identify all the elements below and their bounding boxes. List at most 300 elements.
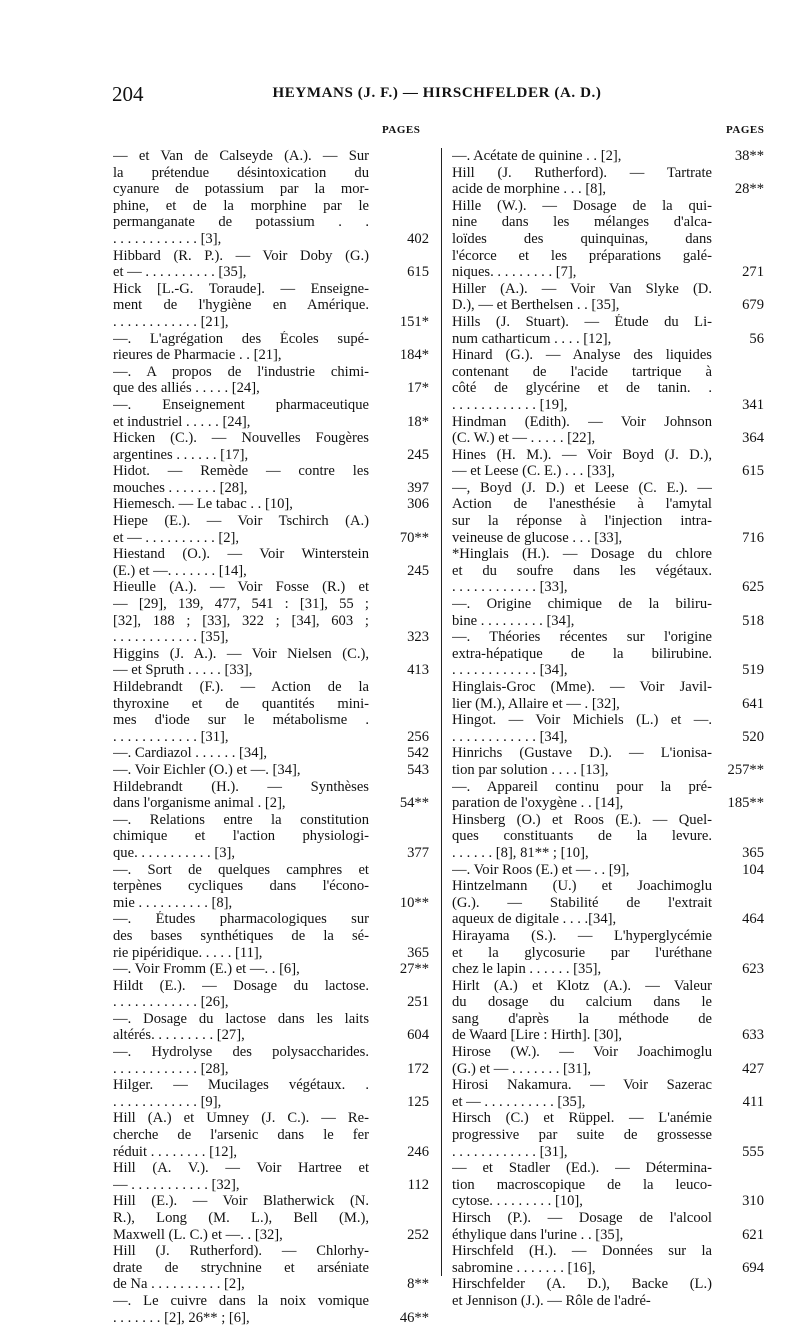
index-line (113, 397, 429, 414)
entry-text: —. Cardiazol . . . . . . [34], (113, 745, 268, 762)
entry-text: Hirayama (S.). — L'hyperglycémie (452, 927, 712, 944)
entry-text: progressive par suite de grossesse (452, 1127, 712, 1144)
entry-text: . . . . . . . . . . . . [31], (113, 728, 229, 745)
page-reference: 306 (407, 496, 429, 513)
page-reference: 633 (742, 1027, 764, 1044)
index-line (113, 1061, 429, 1078)
entry-text: Hiepe (E.). — Voir Tschirch (A.) (113, 513, 369, 530)
index-line (113, 347, 429, 364)
page-reference: 716 (742, 529, 764, 546)
index-line (452, 762, 764, 779)
index-line (113, 1144, 429, 1161)
index-line (452, 314, 764, 331)
entry-text: Hiller (A.). — Voir Van Slyke (D. (452, 280, 712, 297)
entry-text: —. Origine chimique de la biliru- (452, 596, 712, 613)
entry-text: Hildebrandt (H.). — Synthèses (113, 778, 369, 795)
index-line (452, 862, 764, 879)
page-reference: 341 (742, 396, 764, 413)
entry-text: bine . . . . . . . . . [34], (452, 612, 575, 629)
entry-text: —. Voir Roos (E.) et — . . [9], (452, 861, 630, 878)
index-line (113, 1210, 429, 1227)
entry-text: Hinrichs (Gustave D.). — L'ionisa- (452, 745, 712, 762)
entry-text: — et Stadler (Ed.). — Détermina- (452, 1160, 712, 1177)
index-line (113, 978, 429, 995)
entry-text: —. Sort de quelques camphres et (113, 861, 369, 878)
entry-text: . . . . . . . . . . . . [35], (113, 629, 229, 646)
index-line (113, 513, 429, 530)
index-line (113, 779, 429, 796)
entry-text: sabromine . . . . . . . [16], (452, 1259, 596, 1276)
entry-text: thyroxine et de quantités mini- (113, 695, 369, 712)
index-line (113, 430, 429, 447)
page-reference: 252 (407, 1226, 429, 1243)
index-line (113, 646, 429, 663)
entry-text: Maxwell (L. C.) et —. . [32], (113, 1226, 283, 1243)
entry-text: . . . . . . [8], 81** ; [10], (452, 844, 589, 861)
entry-text: —. Enseignement pharmaceutique (113, 396, 369, 413)
index-line (113, 231, 429, 248)
entry-text: l'écorce et les préparations galé- (452, 247, 712, 264)
entry-text: sur la réponse à l'injection intra- (452, 513, 712, 530)
entry-text: Hirosi Nakamura. — Voir Sazerac (452, 1077, 712, 1094)
entry-text: Hirschfelder (A. D.), Backe (L.) (452, 1276, 712, 1293)
index-line (113, 712, 429, 729)
right-column (452, 148, 764, 1310)
entry-text: —. Dosage du lactose dans les laits (113, 1010, 369, 1027)
entry-text: permanganate de potassium . . (113, 214, 369, 231)
index-line (113, 264, 429, 281)
index-line (113, 1094, 429, 1111)
entry-text: et Jennison (J.). — Rôle de l'adré- (452, 1292, 651, 1309)
index-line (452, 1094, 764, 1111)
entry-text: et — . . . . . . . . . . [35], (113, 264, 247, 281)
entry-text: num catharticum . . . . [12], (452, 330, 612, 347)
index-line (113, 1276, 429, 1293)
page-reference: 185** (727, 795, 764, 812)
index-line (113, 1110, 429, 1127)
page-reference: 251 (407, 994, 429, 1011)
index-line (113, 745, 429, 762)
index-line (452, 961, 764, 978)
page-reference: 464 (742, 911, 764, 928)
page-reference: 555 (742, 1143, 764, 1160)
entry-text: et la glycosurie par l'uréthane (452, 944, 712, 961)
entry-text: Hilger. — Mucilages végétaux. . (113, 1077, 369, 1094)
page-reference: 56 (749, 330, 764, 347)
index-line (113, 1260, 429, 1277)
index-line (113, 862, 429, 879)
entry-text: réduit . . . . . . . . [12], (113, 1143, 238, 1160)
page-reference: 310 (742, 1193, 764, 1210)
entry-text: *Hinglais (H.). — Dosage du chlore (452, 546, 712, 563)
page-reference: 542 (407, 745, 429, 762)
index-line (113, 828, 429, 845)
index-line (113, 1127, 429, 1144)
entry-text: —. Relations entre la constitution (113, 811, 369, 828)
entry-text: et — . . . . . . . . . . [2], (113, 529, 240, 546)
entry-text: et — . . . . . . . . . . [35], (452, 1093, 586, 1110)
entry-text: Hill (J. Rutherford). — Tartrate (452, 164, 712, 181)
index-line (452, 248, 764, 265)
index-line (452, 364, 764, 381)
entry-text: — et Spruth . . . . . [33], (113, 662, 253, 679)
page-reference: 125 (407, 1093, 429, 1110)
index-line (452, 530, 764, 547)
index-line (452, 1160, 764, 1177)
index-line (452, 1127, 764, 1144)
index-line (452, 1193, 764, 1210)
entry-text: ment de l'hygiène en Amérique. (113, 297, 369, 314)
index-line (113, 214, 429, 231)
page-reference: 28** (734, 181, 764, 198)
page-reference: 112 (407, 1176, 429, 1193)
index-line (113, 1193, 429, 1210)
index-line (452, 563, 764, 580)
index-line (452, 1077, 764, 1094)
entry-text: . . . . . . . . . . . . [19], (452, 396, 568, 413)
index-line (113, 1077, 429, 1094)
page-reference: 413 (407, 662, 429, 679)
entry-text: . . . . . . . . . . . . [21], (113, 313, 229, 330)
index-line (452, 1044, 764, 1061)
page-reference: 694 (742, 1259, 764, 1276)
index-line (452, 795, 764, 812)
column-divider (441, 148, 442, 1276)
index-line (452, 231, 764, 248)
entry-text: . . . . . . . . . . . . [33], (452, 579, 568, 596)
index-line (452, 745, 764, 762)
entry-text: [32], 188 ; [33], 322 ; [34], 603 ; (113, 612, 369, 629)
entry-text: Hintzelmann (U.) et Joachimoglu (452, 878, 712, 895)
page-reference: 18* (407, 413, 429, 430)
index-line (113, 911, 429, 928)
index-line (452, 646, 764, 663)
index-line (113, 762, 429, 779)
page-reference: 54** (399, 795, 429, 812)
index-line (113, 165, 429, 182)
page-reference: 411 (742, 1093, 764, 1110)
entry-text: Hiemesch. — Le tabac . . [10], (113, 496, 293, 513)
entry-text: dans l'organisme animal . [2], (113, 795, 286, 812)
page-reference: 70** (399, 529, 429, 546)
index-line (452, 613, 764, 630)
index-line (452, 596, 764, 613)
page-reference: 184* (399, 347, 429, 364)
index-line (452, 978, 764, 995)
page-reference: 679 (742, 297, 764, 314)
index-line (113, 281, 429, 298)
entry-text: —. Le cuivre dans la noix vomique (113, 1292, 369, 1309)
page-reference: 623 (742, 961, 764, 978)
index-line (452, 281, 764, 298)
index-line (113, 496, 429, 513)
index-line (452, 1027, 764, 1044)
entry-text: — et Leese (C. E.) . . . [33], (452, 463, 615, 480)
page-reference: 38** (734, 148, 764, 164)
entry-text: éthylique dans l'urine . . [35], (452, 1226, 624, 1243)
entry-text: Hille (W.). — Dosage de la qui- (452, 197, 712, 214)
entry-text: du dosage du calcium dans le (452, 994, 712, 1011)
page-reference: 377 (407, 844, 429, 861)
index-line (452, 1243, 764, 1260)
index-line (113, 579, 429, 596)
entry-text: cyanure de potassium par la mor- (113, 181, 369, 198)
entry-text: Hirsch (C.) et Rüppel. — L'anémie (452, 1110, 712, 1127)
index-line (452, 264, 764, 281)
index-line (452, 994, 764, 1011)
page-reference: 518 (742, 612, 764, 629)
index-line (452, 779, 764, 796)
page-reference: 604 (407, 1027, 429, 1044)
right-column-pages-heading: PAGES (726, 124, 765, 136)
entry-text: Hildebrandt (F.). — Action de la (113, 679, 369, 695)
entry-text: . . . . . . . . . . . . [31], (452, 1143, 568, 1160)
index-line (113, 629, 429, 646)
entry-text: paration de l'oxygène . . [14], (452, 795, 624, 812)
page-reference: 615 (407, 264, 429, 281)
page-reference: 641 (742, 695, 764, 712)
page-reference: 151* (399, 313, 429, 330)
entry-text: Hines (H. M.). — Voir Boyd (J. D.), (452, 446, 712, 463)
index-line (452, 878, 764, 895)
entry-text: Hibbard (R. P.). — Voir Doby (G.) (113, 247, 369, 264)
entry-text: Hinard (G.). — Analyse des liquides (452, 347, 712, 364)
entry-text: Hick [L.-G. Toraude]. — Enseigne- (113, 280, 369, 297)
entry-text: Hirlt (A.) et Klotz (A.). — Valeur (452, 977, 712, 994)
index-line (113, 314, 429, 331)
index-line (452, 331, 764, 348)
page-reference: 520 (742, 728, 764, 745)
entry-text: Hill (E.). — Voir Blatherwick (N. (113, 1193, 369, 1210)
entry-text: D.), — et Berthelsen . . [35], (452, 297, 620, 314)
index-line (452, 928, 764, 945)
index-line (113, 198, 429, 215)
page-reference: 427 (742, 1060, 764, 1077)
page-reference: 365 (742, 844, 764, 861)
index-line (452, 181, 764, 198)
entry-text: —. Hydrolyse des polysaccharides. (113, 1044, 369, 1061)
entry-text: . . . . . . . . . . . . [34], (452, 662, 568, 679)
entry-text: chez le lapin . . . . . . [35], (452, 961, 602, 978)
entry-text: (G.) et — . . . . . . . [31], (452, 1060, 592, 1077)
entry-text: la prétendue désintoxication du (113, 164, 369, 181)
index-line (113, 1011, 429, 1028)
page-reference: 365 (407, 944, 429, 961)
page-reference: 621 (742, 1226, 764, 1243)
index-line (113, 414, 429, 431)
entry-text: altérés. . . . . . . . . [27], (113, 1027, 245, 1044)
page-header (112, 82, 762, 112)
entry-text: — . . . . . . . . . . . [32], (113, 1176, 240, 1193)
index-line (113, 994, 429, 1011)
entry-text: des bases synthétiques de la sé- (113, 927, 369, 944)
entry-text: extra-hépatique de la bilirubine. (452, 645, 712, 662)
index-line (113, 1243, 429, 1260)
index-line (113, 812, 429, 829)
entry-text: —, Boyd (J. D.) et Leese (C. E.). — (452, 479, 712, 496)
entry-text: —. Acétate de quinine . . [2], (452, 148, 622, 164)
entry-text: et industriel . . . . . [24], (113, 413, 251, 430)
index-line (113, 380, 429, 397)
index-line (452, 629, 764, 646)
entry-text: rieures de Pharmacie . . [21], (113, 347, 282, 364)
index-line (113, 795, 429, 812)
entry-text: —. L'agrégation des Écoles supé- (113, 330, 369, 347)
index-line (452, 214, 764, 231)
page-reference: 104 (742, 861, 764, 878)
entry-text: cytose. . . . . . . . . [10], (452, 1193, 583, 1210)
entry-text: sang d'après la méthode de (452, 1010, 712, 1027)
page-reference: 172 (407, 1060, 429, 1077)
entry-text: Hicken (C.). — Nouvelles Fougères (113, 430, 369, 447)
entry-text: de Waard [Lire : Hirth]. [30], (452, 1027, 622, 1044)
index-line (452, 430, 764, 447)
entry-text: — et Van de Calseyde (A.). — Sur (113, 148, 369, 164)
entry-text: aqueux de digitale . . . .[34], (452, 911, 617, 928)
page-number: 204 (112, 82, 144, 106)
index-line (452, 480, 764, 497)
entry-text: ques constituants de la levure. (452, 828, 712, 845)
entry-text: Hingot. — Voir Michiels (L.) et —. (452, 712, 712, 729)
entry-text: . . . . . . . . . . . . [26], (113, 994, 229, 1011)
index-line (452, 198, 764, 215)
index-line (452, 911, 764, 928)
index-line (452, 679, 764, 696)
index-line (113, 1027, 429, 1044)
index-line (113, 331, 429, 348)
page-reference: 615 (742, 463, 764, 480)
index-line (452, 1260, 764, 1277)
entry-text: —. Voir Fromm (E.) et —. . [6], (113, 961, 300, 978)
index-line (113, 1310, 429, 1326)
entry-text: terpènes cycliques dans l'écono- (113, 878, 369, 895)
page-reference: 519 (742, 662, 764, 679)
index-line (452, 812, 764, 829)
entry-text: — [29], 139, 477, 541 : [31], 55 ; (113, 596, 369, 613)
entry-text: mie . . . . . . . . . . [8], (113, 894, 233, 911)
index-line (113, 679, 429, 696)
entry-text: tion par solution . . . . [13], (452, 761, 609, 778)
index-line (113, 961, 429, 978)
page-reference: 625 (742, 579, 764, 596)
page-reference: 271 (742, 264, 764, 281)
entry-text: mouches . . . . . . . [28], (113, 479, 248, 496)
index-line (113, 895, 429, 912)
entry-text: . . . . . . . [2], 26** ; [6], (113, 1309, 250, 1326)
index-line (113, 1293, 429, 1310)
entry-text: mes d'iode sur le métabolisme . (113, 712, 369, 729)
entry-text: argentines . . . . . . [17], (113, 446, 249, 463)
index-line (452, 347, 764, 364)
entry-text: Hills (J. Stuart). — Étude du Li- (452, 313, 712, 330)
page-reference: 397 (407, 479, 429, 496)
entry-text: . . . . . . . . . . . . [3], (113, 230, 222, 247)
page-reference: 245 (407, 446, 429, 463)
index-line (452, 712, 764, 729)
page-reference: 8** (407, 1276, 429, 1293)
entry-text: . . . . . . . . . . . . [28], (113, 1060, 229, 1077)
entry-text: Hirschfeld (H.). — Données sur la (452, 1243, 712, 1260)
index-line (452, 165, 764, 182)
index-line (452, 148, 764, 165)
index-line (452, 546, 764, 563)
entry-text: Hidot. — Remède — contre les (113, 463, 369, 480)
index-line (113, 1160, 429, 1177)
page-reference: 10** (399, 894, 429, 911)
entry-text: et du soufre dans les végétaux. (452, 562, 712, 579)
index-line (452, 397, 764, 414)
page-reference: 245 (407, 562, 429, 579)
entry-text: —. Théories récentes sur l'origine (452, 629, 712, 646)
entry-text: drate de strychnine et arséniate (113, 1259, 369, 1276)
entry-text: loïdes des quinquinas, dans (452, 230, 712, 247)
index-line (452, 1011, 764, 1028)
index-line (113, 1227, 429, 1244)
index-line (113, 945, 429, 962)
index-line (113, 148, 429, 165)
entry-text: Hinglais-Groc (Mme). — Voir Javil- (452, 679, 712, 695)
entry-text: que. . . . . . . . . . . [3], (113, 844, 236, 861)
index-line (452, 696, 764, 713)
entry-text: phine, et de la morphine par le (113, 197, 369, 214)
index-line (452, 1276, 764, 1293)
left-column-pages-heading: PAGES (382, 124, 421, 136)
index-line (113, 364, 429, 381)
page-reference: 27** (399, 961, 429, 978)
entry-text: . . . . . . . . . . . . [34], (452, 728, 568, 745)
entry-text: (E.) et —. . . . . . . [14], (113, 562, 247, 579)
index-line (452, 828, 764, 845)
entry-text: chimique et l'action physiologi- (113, 828, 369, 845)
page-reference: 543 (407, 761, 429, 778)
index-line (113, 463, 429, 480)
left-column (113, 148, 429, 1326)
entry-text: côté de glycérine et de tanin. . (452, 380, 712, 397)
index-line (113, 1177, 429, 1194)
entry-text: Hieulle (A.). — Voir Fosse (R.) et (113, 579, 369, 596)
index-line (113, 297, 429, 314)
page-reference: 402 (407, 230, 429, 247)
page-reference: 364 (742, 430, 764, 447)
entry-text: Hill (A.) et Umney (J. C.). — Re- (113, 1110, 369, 1127)
index-line (113, 181, 429, 198)
page-reference: 323 (407, 629, 429, 646)
index-line (452, 1177, 764, 1194)
entry-text: Hill (J. Rutherford). — Chlorhy- (113, 1243, 369, 1260)
entry-text: veineuse de glucose . . . [33], (452, 529, 623, 546)
entry-text: acide de morphine . . . [8], (452, 181, 606, 198)
entry-text: tion macroscopique de la leuco- (452, 1176, 712, 1193)
index-line (452, 1293, 764, 1310)
page-reference: 256 (407, 728, 429, 745)
entry-text: Hirsch (P.). — Dosage de l'alcool (452, 1210, 712, 1226)
entry-text: Higgins (J. A.). — Voir Nielsen (C.), (113, 645, 369, 662)
index-line (113, 530, 429, 547)
entry-text: Action de l'anesthésie à l'amytal (452, 496, 712, 513)
entry-text: Hiestand (O.). — Voir Winterstein (113, 546, 369, 563)
index-line (452, 1110, 764, 1127)
entry-text: rie pipéridique. . . . . [11], (113, 944, 263, 961)
entry-text: —. A propos de l'industrie chimi- (113, 363, 369, 380)
index-line (452, 579, 764, 596)
index-line (452, 447, 764, 464)
entry-text: que des alliés . . . . . [24], (113, 380, 260, 397)
index-line (113, 447, 429, 464)
index-line (452, 845, 764, 862)
index-line (452, 895, 764, 912)
index-line (113, 546, 429, 563)
index-line (113, 480, 429, 497)
